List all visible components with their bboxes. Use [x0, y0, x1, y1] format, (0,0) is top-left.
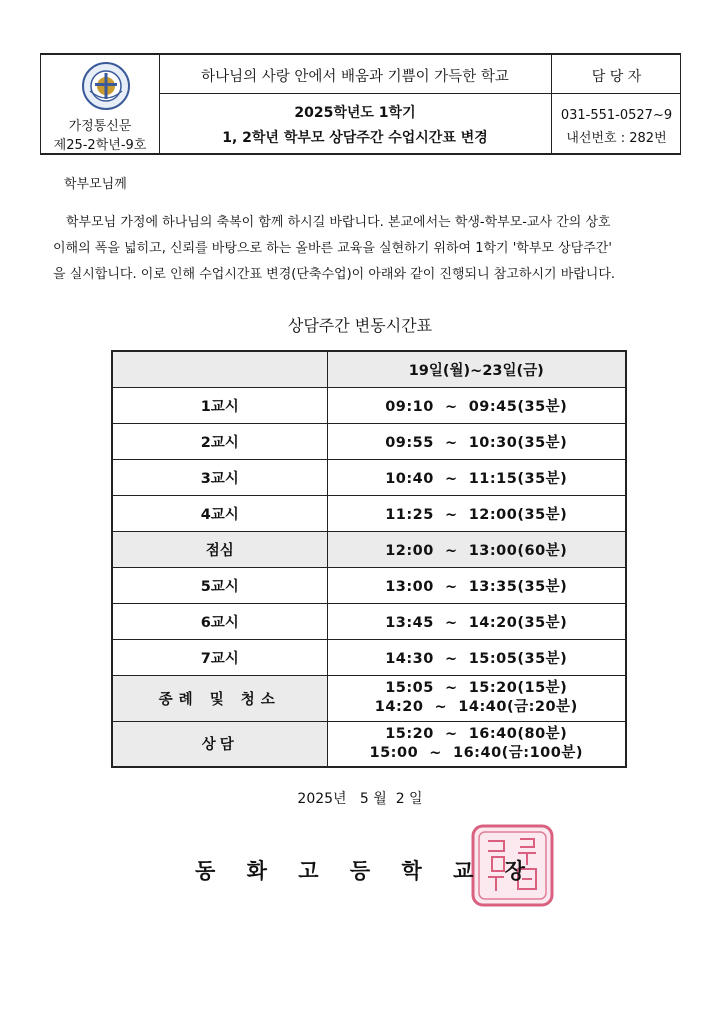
period-time-friday: 15:00 ~ 16:40(금:100분): [369, 744, 583, 761]
signature-char: 교: [453, 859, 474, 883]
period-label: 상담: [112, 721, 327, 767]
contact-label: 담 당 자: [591, 69, 642, 85]
period-label: 2교시: [112, 423, 327, 459]
greeting: 학부모님께: [64, 177, 127, 192]
table-row: [112, 675, 626, 721]
period-time: 09:55 ~ 10:30(35분): [327, 423, 626, 459]
table-row: [112, 495, 626, 531]
body-line-2: 이해의 폭을 넓히고, 신뢰를 바탕으로 하는 올바른 교육을 실현하기 위하여 1학기 '학부모 상담주간': [53, 241, 612, 256]
signature-char: 화: [246, 859, 267, 883]
contact-extension: 내선번호 : 282번: [566, 131, 667, 146]
signature-char: 등: [349, 859, 371, 883]
header-dates: 19일(월)~23일(금): [327, 351, 626, 387]
period-time-multi: [327, 675, 626, 721]
table-row: [112, 567, 626, 603]
period-label: 점심: [112, 531, 327, 567]
table-row: [112, 639, 626, 675]
contact-phone: 031-551-0527~9: [560, 108, 673, 123]
notice-number: 제25-2학년-9호: [53, 138, 147, 153]
table-row: [112, 459, 626, 495]
school-motto: 하나님의 사랑 안에서 배움과 기쁨이 가득한 학교: [201, 69, 509, 85]
signature-char: 고: [298, 859, 319, 883]
table-row: [112, 603, 626, 639]
body-line-3: 을 실시합니다. 이로 인해 수업시간표 변경(단축수업)이 아래와 같이 진행되니 참고하시기 바랍니다.: [53, 267, 616, 282]
notice-type: 가정통신문: [68, 119, 132, 134]
table-row: [112, 423, 626, 459]
period-time-multi: [327, 721, 626, 767]
period-time: 13:45 ~ 14:20(35분): [327, 603, 626, 639]
notice-title-year: 2025학년도 1학기: [294, 105, 416, 121]
period-time: 13:00 ~ 13:35(35분): [327, 567, 626, 603]
period-label: 4교시: [112, 495, 327, 531]
period-label: 7교시: [112, 639, 327, 675]
school-signature: [195, 855, 525, 885]
schedule-title: 상담주간 변동시간표: [287, 316, 433, 335]
schedule-table: [111, 350, 627, 768]
table-row: [112, 387, 626, 423]
notice-header: [40, 53, 681, 155]
table-header-row: [112, 351, 626, 387]
period-time-weekday: 15:05 ~ 15:20(15분): [385, 680, 568, 696]
period-time: 10:40 ~ 11:15(35분): [327, 459, 626, 495]
period-time-weekday: 15:20 ~ 16:40(80분): [385, 725, 568, 742]
period-time: 14:30 ~ 15:05(35분): [327, 639, 626, 675]
issue-date: 2025년 5 월 2 일: [297, 791, 423, 807]
period-time-friday: 14:20 ~ 14:40(금:20분): [374, 699, 578, 715]
signature-char: 동: [195, 859, 216, 883]
table-row: [112, 531, 626, 567]
header-blank-cell: [112, 351, 327, 387]
signature-char: 장: [504, 859, 525, 883]
period-time: 09:10 ~ 09:45(35분): [327, 387, 626, 423]
notice-title: 1, 2학년 학부모 상담주간 수업시간표 변경: [222, 130, 488, 146]
school-logo-icon: [81, 61, 131, 111]
table-row: [112, 721, 626, 767]
period-label: 5교시: [112, 567, 327, 603]
period-label: 1교시: [112, 387, 327, 423]
period-time: 11:25 ~ 12:00(35분): [327, 495, 626, 531]
period-label: 종례 및 청소: [112, 675, 327, 721]
period-label: 3교시: [112, 459, 327, 495]
signature-char: 학: [401, 859, 422, 883]
period-label: 6교시: [112, 603, 327, 639]
period-time: 12:00 ~ 13:00(60분): [327, 531, 626, 567]
body-line-1: 학부모님 가정에 하나님의 축복이 함께 하시길 바랍니다. 본교에서는 학생-학부모-교사 간의 상호: [66, 215, 611, 230]
